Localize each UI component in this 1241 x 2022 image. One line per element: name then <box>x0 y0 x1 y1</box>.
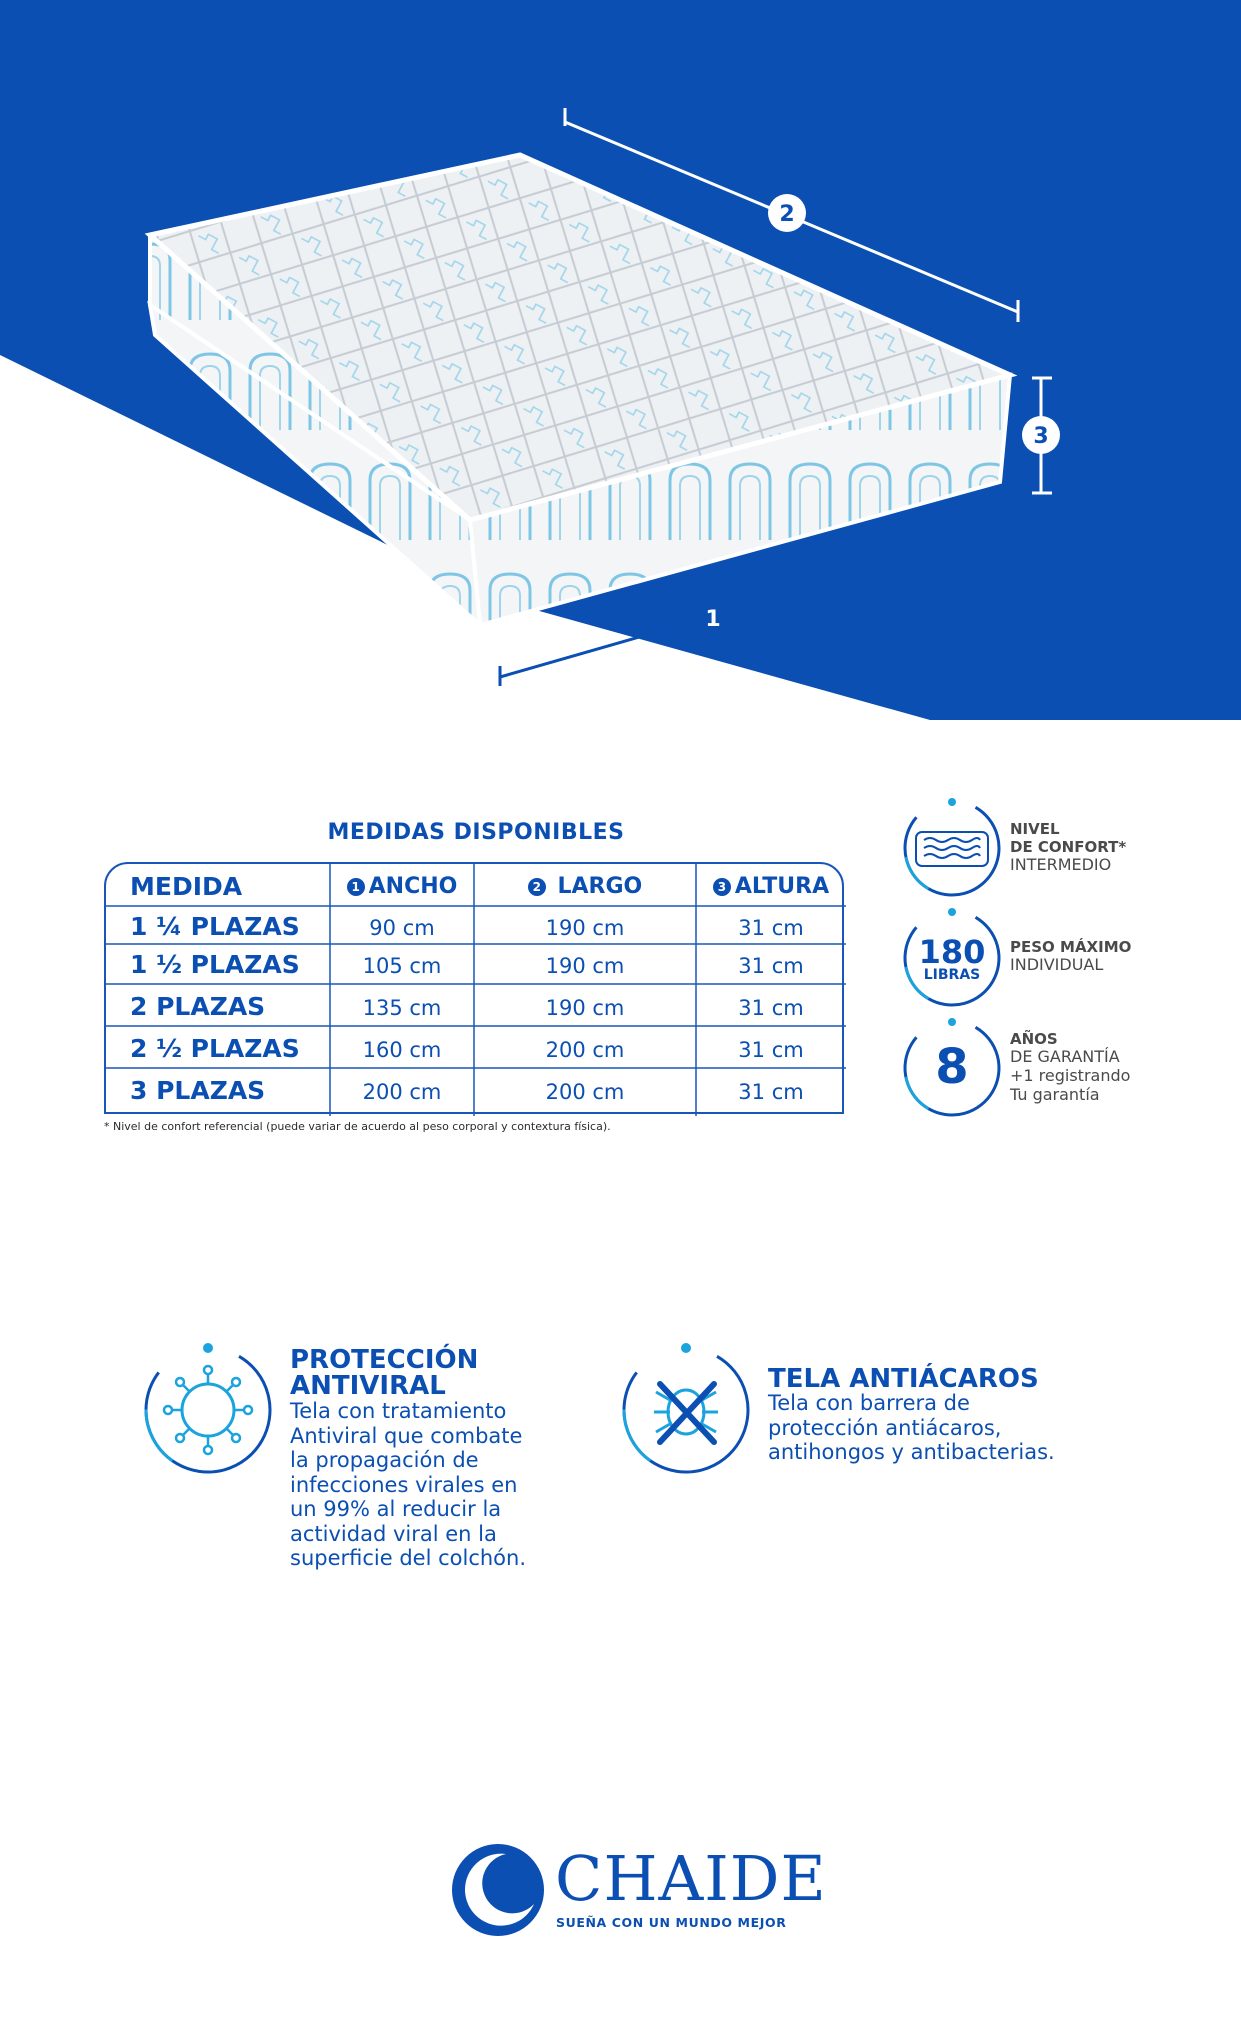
antiviral-icon <box>138 1340 278 1480</box>
weight-value: INDIVIDUAL <box>1010 955 1104 974</box>
table-title: MEDIDAS DISPONIBLES <box>327 820 625 845</box>
warranty-line-2: +1 registrando <box>1010 1066 1131 1085</box>
comfort-badge <box>900 796 1004 900</box>
chaide-logo-icon <box>448 1840 548 1940</box>
comfort-title-1: NIVEL <box>1010 820 1060 838</box>
marker-1 <box>694 599 732 637</box>
comfort-footnote: * Nivel de confort referencial (puede variar de acuerdo al peso corporal y contextura física). <box>104 1120 611 1133</box>
warranty-years-number: 8 <box>935 1039 969 1095</box>
anti-mite-title: TELA ANTIÁCAROS <box>768 1364 1039 1394</box>
weight-title: PESO MÁXIMO <box>1010 938 1132 956</box>
mattress-layers-icon <box>916 832 988 866</box>
antiviral-title-1: PROTECCIÓN <box>290 1345 479 1375</box>
comfort-title-2: DE CONFORT* <box>1010 838 1127 856</box>
warranty-title: AÑOS <box>1010 1030 1058 1048</box>
svg-text:1: 1 <box>705 607 721 632</box>
marker-2 <box>768 194 806 232</box>
anti-mite-icon <box>616 1340 756 1480</box>
weight-unit: LIBRAS <box>923 967 981 983</box>
header-medida: MEDIDA <box>130 872 243 901</box>
marker-3 <box>1022 416 1060 454</box>
anti-mite-description: Tela con barrera de protección antiácaros, antihongos y antibacterias. <box>768 1391 1055 1464</box>
brand-tagline: SUEÑA CON UN MUNDO MEJOR <box>556 1915 787 1930</box>
warranty-line-3: Tu garantía <box>1010 1085 1100 1104</box>
comfort-value: INTERMEDIO <box>1010 855 1112 874</box>
hero-illustration <box>0 0 1241 720</box>
header-largo: 2 LARGO <box>474 874 696 899</box>
svg-text:2: 2 <box>779 202 795 227</box>
svg-text:3: 3 <box>1033 424 1049 449</box>
header-altura: 3 ALTURA <box>696 874 846 899</box>
antiviral-title-2: ANTIVIRAL <box>290 1371 446 1401</box>
header-ancho: 1 ANCHO <box>330 874 474 899</box>
sizes-table: MEDIDA 1 ANCHO 2 LARGO 3 ALTURA 1 ¼ PLAZAS 90 cm 190 cm 31 cm 1 ½ PLAZAS 105 cm 190 cm 31 cm 2 PLAZAS 135 cm 190 cm 31 cm 2 ½ PLAZAS 160 cm 200 cm 31 cm 3 PLAZAS 200 cm 200 cm 31 cm <box>104 862 844 1114</box>
brand-name: CHAIDE <box>555 1842 827 1915</box>
weight-number: 180 <box>918 933 986 971</box>
warranty-line-1: DE GARANTÍA <box>1010 1047 1120 1066</box>
antiviral-description: Tela con tratamiento Antiviral que combate la propagación de infecciones virales en un 99% al reducir la actividad viral en la superficie del colchón. <box>290 1399 527 1570</box>
